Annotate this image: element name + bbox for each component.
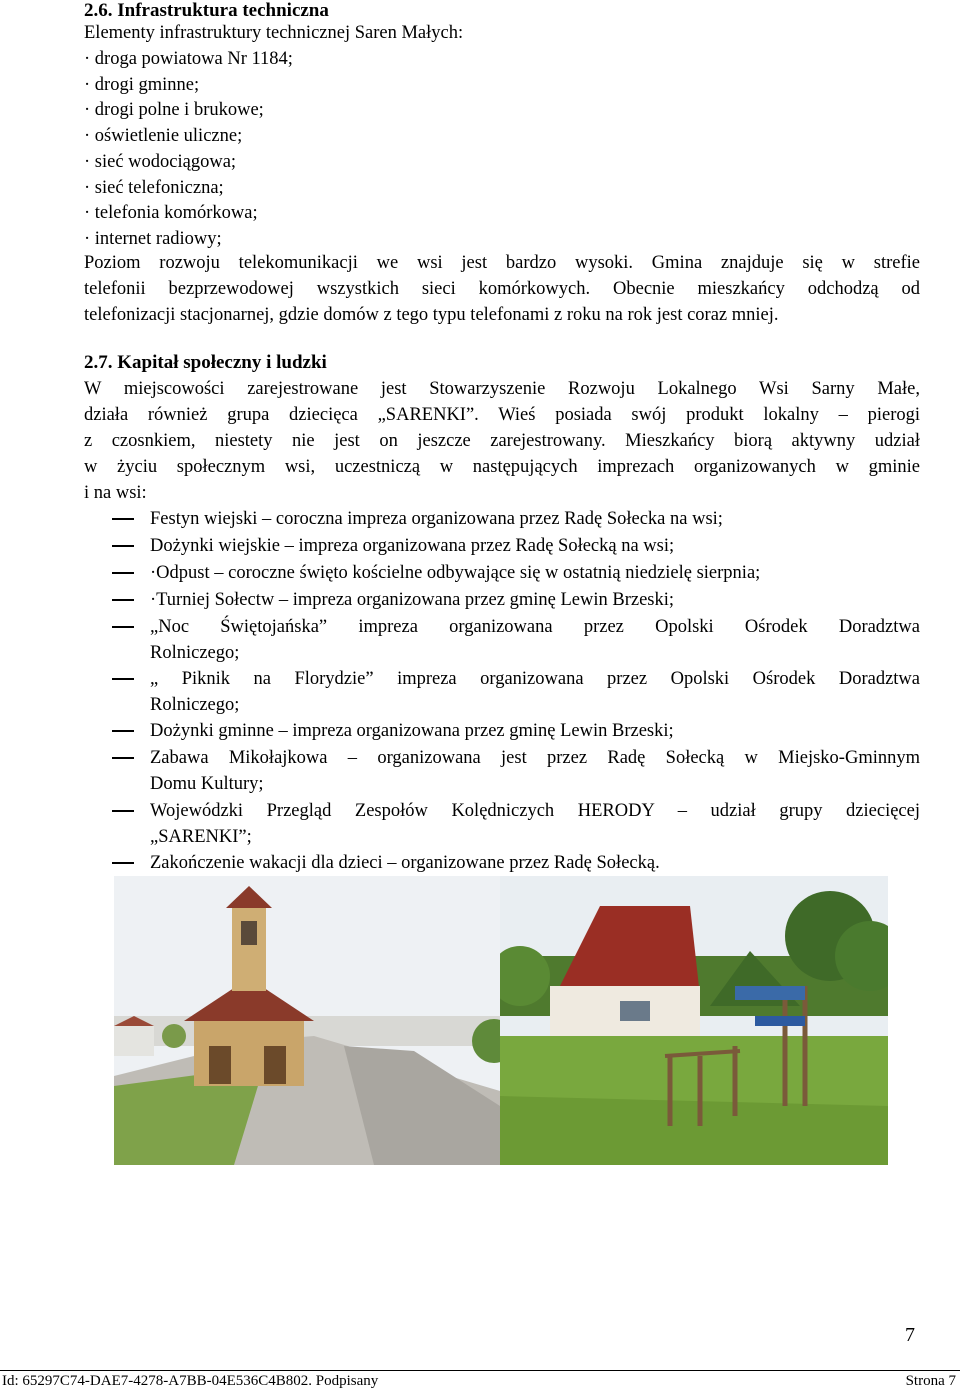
event-text-continuation: Domu Kultury;: [150, 774, 264, 794]
paragraph-line: w życiu społecznym wsi, uczestniczą w następujących imprezach organizowanych w gminie: [84, 457, 920, 477]
dash-bullet-icon: [112, 545, 134, 547]
list-item: · oświetlenie uliczne;: [84, 126, 243, 147]
photo-fire-station: [114, 876, 500, 1165]
event-text: Zakończenie wakacji dla dzieci – organizowane przez Radę Sołecką.: [150, 853, 660, 873]
event-text: „Noc Świętojańska” impreza organizowana przez Opolski Ośrodek Doradztwa: [150, 617, 920, 637]
event-text: Dożynki wiejskie – impreza organizowana przez Radę Sołecką na wsi;: [150, 536, 675, 556]
paragraph-line: i na wsi:: [84, 483, 147, 503]
list-item: · internet radiowy;: [84, 228, 222, 249]
list-item: · drogi gminne;: [84, 74, 200, 95]
event-text-continuation: Rolniczego;: [150, 695, 240, 715]
dash-bullet-icon: [112, 518, 134, 520]
event-text: ·Turniej Sołectw – impreza organizowana przez gminę Lewin Brzeski;: [150, 590, 675, 610]
list-item: · telefonia komórkowa;: [84, 203, 258, 224]
photo-playground: [500, 876, 888, 1165]
page-footer: [0, 1370, 960, 1392]
paragraph-line: działa również grupa dziecięca „SARENKI”. Wieś posiada swój produkt lokalny – pierogi: [84, 405, 920, 425]
event-text: ·Odpust – coroczne święto kościelne odbywające się w ostatnią niedzielę sierpnia;: [150, 563, 761, 583]
paragraph-line: z czosnkiem, niestety nie jest on jeszcze zarejestrowany. Mieszkańcy biorą aktywny udział: [84, 431, 920, 451]
section-title-infrastructure: 2.6. Infrastruktura techniczna: [84, 0, 329, 21]
dash-bullet-icon: [112, 757, 134, 759]
dash-bullet-icon: [112, 730, 134, 732]
dash-bullet-icon: [112, 626, 134, 628]
event-text: Dożynki gminne – impreza organizowana przez gminę Lewin Brzeski;: [150, 721, 674, 741]
list-item: · droga powiatowa Nr 1184;: [84, 49, 293, 69]
footer-page-label: Strona 7: [905, 1373, 956, 1389]
dash-bullet-icon: [112, 678, 134, 680]
event-text-continuation: Rolniczego;: [150, 643, 240, 663]
list-item: · drogi polne i brukowe;: [84, 100, 264, 121]
event-text: Zabawa Mikołajkowa – organizowana jest przez Radę Sołecką w Miejsko-Gminnym: [150, 748, 920, 768]
paragraph-line: Poziom rozwoju telekomunikacji we wsi jest bardzo wysoki. Gmina znajduje się w strefie: [84, 253, 920, 273]
page-number: 7: [905, 1324, 915, 1346]
dash-bullet-icon: [112, 599, 134, 601]
paragraph-line: telefonizacji stacjonarnej, gdzie domów z tego typu telefonami z roku na rok jest coraz mniej.: [84, 305, 779, 325]
list-item: · sieć wodociągowa;: [84, 151, 237, 172]
dash-bullet-icon: [112, 572, 134, 574]
infrastructure-intro: Elementy infrastruktury technicznej Saren Małych:: [84, 23, 464, 43]
event-text-continuation: „SARENKI”;: [150, 827, 252, 847]
footer-document-id: Id: 65297C74-DAE7-4278-A7BB-04E536C4B802. Podpisany: [2, 1373, 379, 1389]
dash-bullet-icon: [112, 862, 134, 864]
list-item: · sieć telefoniczna;: [84, 177, 224, 198]
event-text: Festyn wiejski – coroczna impreza organizowana przez Radę Sołecka na wsi;: [150, 509, 723, 529]
event-text: „ Piknik na Florydzie” impreza organizowana przez Opolski Ośrodek Doradztwa: [150, 669, 920, 689]
paragraph-line: telefonii bezprzewodowej wszystkich sieci komórkowych. Obecnie mieszkańcy odchodzą od: [84, 279, 920, 299]
event-text: Wojewódzki Przegląd Zespołów Kolędniczych HERODY – udział grupy dziecięcej: [150, 801, 920, 821]
paragraph-line: W miejscowości zarejestrowane jest Stowarzyszenie Rozwoju Lokalnego Wsi Sarny Małe,: [84, 379, 920, 399]
dash-bullet-icon: [112, 810, 134, 812]
section-title-social-capital: 2.7. Kapitał społeczny i ludzki: [84, 352, 327, 373]
